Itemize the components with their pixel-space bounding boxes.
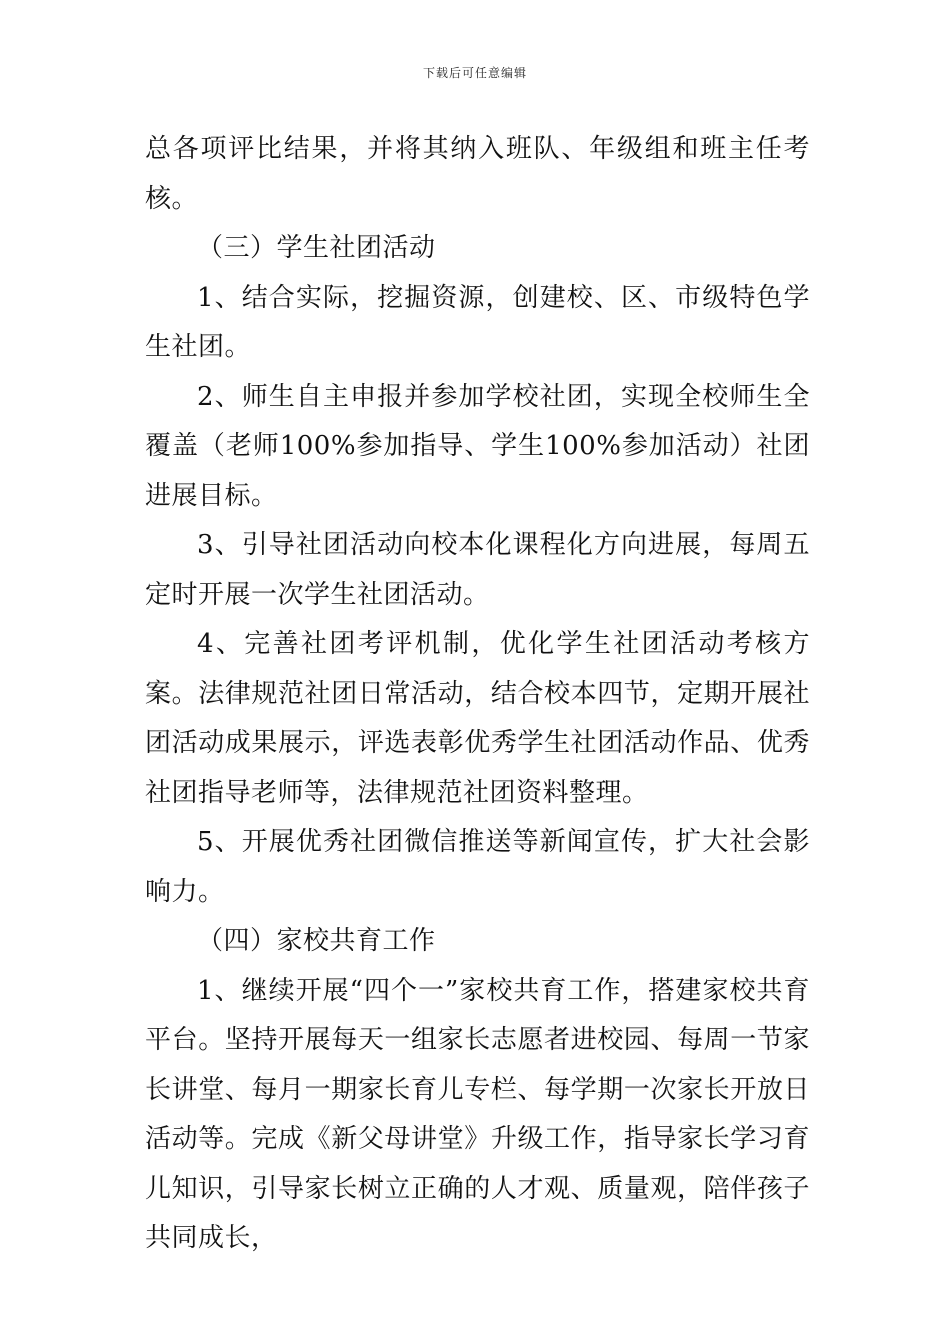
paragraph-item-2: 2、师生自主申报并参加学校社团，实现全校师生全覆盖（老师100%参加指导、学生100%参加活动）社团进展目标。 — [145, 381, 810, 511]
paragraph-continued: 总各项评比结果，并将其纳入班队、年级组和班主任考核。 — [145, 134, 810, 214]
paragraph-item-4: 4、完善社团考评机制，优化学生社团活动考核方案。法律规范社团日常活动，结合校本四节，定期开展社团活动成果展示，评选表彰优秀学生社团活动作品、优秀社团指导老师等，法律规范社团资料整理。 — [145, 629, 810, 808]
paragraph-item-1: 1、结合实际，挖掘资源，创建校、区、市级特色学生社团。 — [145, 282, 810, 362]
section-heading-four: （四）家校共育工作 — [197, 926, 436, 956]
page-header-note: 下载后可任意编辑 — [422, 66, 527, 80]
paragraph-home-school-1: 1、继续开展“四个一”家校共育工作，搭建家校共育平台。坚持开展每天一组家长志愿者进校园、每周一节家长讲堂、每月一期家长育儿专栏、每学期一次家长开放日活动等。完成《新父母讲堂》升级工作，指导家长学习育儿知识，引导家长树立正确的人才观、质量观，陪伴孩子共同成长， — [145, 975, 810, 1253]
section-heading-three: （三）学生社团活动 — [197, 233, 436, 263]
paragraph-item-5: 5、开展优秀社团微信推送等新闻宣传，扩大社会影响力。 — [145, 827, 810, 907]
document-body — [145, 125, 810, 1264]
paragraph-item-3: 3、引导社团活动向校本化课程化方向进展，每周五定时开展一次学生社团活动。 — [145, 530, 810, 610]
